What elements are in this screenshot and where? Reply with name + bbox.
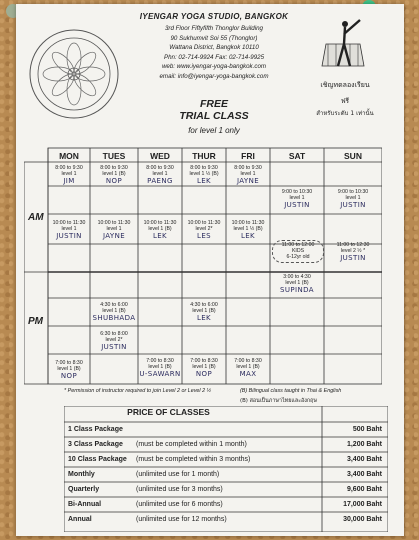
class-slot — [138, 165, 182, 185]
package-name: Quarterly — [68, 486, 100, 493]
class-age: 6-12yr old — [286, 254, 310, 261]
class-level: level 1 (B) — [148, 226, 172, 233]
class-slot — [90, 165, 138, 185]
package-name: 3 Class Package — [68, 441, 123, 448]
package-desc: (unlimited use for 6 months) — [136, 501, 223, 508]
class-level: level 1 — [289, 195, 305, 202]
day-header-tues: TUES — [102, 151, 126, 161]
class-level: level 1 (B) — [236, 364, 260, 371]
class-time: 6:30 to 8:00 — [100, 331, 128, 337]
class-slot — [226, 165, 270, 185]
package-name: Annual — [68, 516, 92, 523]
price-row — [64, 423, 388, 437]
class-level: level 1 (B) — [102, 308, 126, 315]
package-price: 3,400 Baht — [346, 471, 382, 478]
kids-class-slot — [272, 240, 324, 263]
class-teacher: SHUBHADA — [92, 314, 136, 323]
thai-free-trial: เชิญทดลองเรียน — [320, 81, 370, 89]
permission-note: * Permission of instructor required to join Level 2 or Level 2 ½ — [64, 388, 212, 394]
free-label: FREE — [199, 98, 228, 110]
day-header-sat: SAT — [288, 151, 306, 161]
class-teacher: JUSTIN — [340, 201, 366, 210]
thai-free: ฟรี — [340, 97, 350, 105]
free-trial-heading — [134, 98, 294, 122]
class-teacher: SUPINDA — [280, 286, 314, 295]
am-label: AM — [28, 212, 44, 223]
thai-level-note: สำหรับระดับ 1 เท่านั้น — [316, 110, 374, 117]
day-header-sun: SUN — [344, 151, 362, 161]
class-slot — [226, 358, 270, 378]
price-row — [64, 483, 388, 497]
class-time: 7:00 to 8:30 — [190, 358, 218, 364]
package-name: Bi-Annual — [68, 501, 102, 508]
class-teacher: LEK — [240, 232, 256, 241]
price-row — [64, 498, 388, 512]
package-desc: (must be completed within 3 months) — [136, 456, 251, 463]
class-time: 7:00 to 8:30 — [234, 358, 262, 364]
class-teacher: LES — [197, 232, 211, 241]
class-level: level 1 ½ (B) — [233, 226, 263, 233]
studio-logo — [28, 28, 120, 120]
flyer-paper — [16, 4, 404, 536]
class-time: 11:00 to 12:00 — [281, 242, 315, 248]
package-price: 500 Baht — [352, 426, 382, 433]
package-desc: (unlimited use for 3 months) — [136, 486, 223, 493]
class-slot — [90, 302, 138, 322]
class-time: 8:00 to 9:30 — [146, 165, 174, 171]
class-teacher: MAX — [239, 370, 257, 379]
package-name: 1 Class Package — [68, 426, 123, 433]
class-level: level 1 (B) — [285, 280, 309, 287]
class-slot — [182, 302, 226, 322]
bilingual-note: (B) Bilingual class taught in Thai & English — [240, 388, 342, 394]
class-teacher: LEK — [196, 177, 212, 186]
class-time: 9:00 to 10:30 — [337, 189, 369, 195]
class-level: KIDS — [291, 248, 305, 255]
class-level: level 1 (B) — [192, 364, 216, 371]
package-name: 10 Class Package — [68, 456, 127, 463]
class-slot — [324, 189, 382, 209]
class-time: 9:00 to 10:30 — [281, 189, 313, 195]
day-header-fri: FRI — [241, 151, 255, 161]
class-level: level 1 (B) — [57, 366, 81, 373]
class-time: 8:00 to 9:30 — [234, 165, 262, 171]
class-time: 11:00 to 12:30 — [336, 242, 370, 248]
price-row — [64, 453, 388, 467]
class-slot — [182, 358, 226, 378]
class-time: 4:30 to 6:00 — [190, 302, 218, 308]
email-line: email: info@iyengar-yoga-bangkok.com — [159, 72, 269, 80]
class-time: 10:00 to 11:30 — [143, 220, 177, 226]
class-teacher: JUSTIN — [340, 254, 366, 263]
class-teacher: JIM — [63, 177, 75, 186]
package-price: 1,200 Baht — [346, 441, 382, 448]
address-line: 3rd Floor Fiftyfifth Thonglor Building — [164, 25, 263, 32]
class-time: 8:00 to 9:30 — [100, 165, 128, 171]
price-row — [64, 513, 388, 527]
class-teacher: JUSTIN — [101, 343, 127, 352]
class-slot — [48, 165, 90, 185]
bilingual-note-thai: (B) สอนเป็นภาษาไทยและอังกฤษ — [240, 398, 317, 404]
class-teacher: JUSTIN — [284, 201, 310, 210]
class-level: level 1 — [240, 171, 256, 178]
class-slot — [90, 220, 138, 240]
class-time: 7:00 to 8:30 — [55, 360, 83, 366]
package-desc: (must be completed within 1 month) — [136, 441, 247, 448]
package-name: Monthly — [68, 471, 95, 478]
class-slot — [48, 220, 90, 240]
day-header-thur: THUR — [192, 151, 216, 161]
class-teacher: LEK — [152, 232, 168, 241]
class-slot — [270, 189, 324, 209]
price-row — [64, 438, 388, 452]
package-price: 9,600 Baht — [346, 486, 382, 493]
address-line: Wattana District, Bangkok 10110 — [169, 44, 259, 52]
class-time: 10:00 to 11:30 — [52, 220, 86, 226]
class-slot — [138, 358, 182, 378]
class-teacher: NOP — [105, 177, 123, 186]
class-slot — [48, 360, 90, 380]
class-time: 10:00 to 11:30 — [187, 220, 221, 226]
for-level-note: for level 1 only — [188, 126, 240, 135]
yoga-pose-illustration — [314, 14, 372, 72]
package-desc: (unlimited use for 1 month) — [136, 471, 220, 478]
class-level: level 2* — [195, 226, 213, 233]
class-level: level 1 — [152, 171, 168, 178]
class-time: 7:00 to 8:30 — [146, 358, 174, 364]
class-slot — [270, 274, 324, 294]
class-time: 10:00 to 11:30 — [231, 220, 265, 226]
class-slot — [324, 242, 382, 262]
studio-address — [134, 24, 294, 82]
class-level: level 1 (B) — [102, 171, 126, 178]
class-time: 8:00 to 9:30 — [55, 165, 83, 171]
class-time: 10:00 to 11:30 — [97, 220, 131, 226]
class-teacher: LEK — [196, 314, 212, 323]
phone-line: Phn: 02-714-9924 Fax: 02-714-9925 — [163, 53, 265, 61]
package-price: 3,400 Baht — [346, 456, 382, 463]
class-slot — [90, 331, 138, 351]
web-line: web: www.iyengar-yoga-bangkok.com — [161, 63, 267, 71]
class-slot — [226, 220, 270, 240]
pm-label: PM — [28, 316, 43, 327]
price-row — [64, 468, 388, 482]
class-level: level 2 ½ * — [340, 248, 366, 255]
price-title: PRICE OF CLASSES — [127, 407, 210, 417]
day-header-wed: WED — [150, 151, 170, 161]
package-price: 30,000 Baht — [343, 516, 382, 523]
class-level: level 2* — [105, 337, 123, 344]
package-price: 17,000 Baht — [343, 501, 382, 508]
class-level: level 1 — [61, 226, 77, 233]
class-time: 8:00 to 9:30 — [190, 165, 218, 171]
package-desc: (unlimited use for 12 months) — [136, 516, 227, 523]
class-teacher: JAYNE — [236, 177, 260, 186]
class-teacher: PAENG — [147, 177, 173, 186]
class-slot — [138, 220, 182, 240]
class-level: level 1 — [61, 171, 77, 178]
class-teacher: JUSTIN — [56, 232, 82, 241]
class-time: 4:30 to 6:00 — [100, 302, 128, 308]
class-level: level 1 (B) — [192, 308, 216, 315]
address-line: 90 Sukhumvit Soi 55 (Thonglor) — [170, 34, 258, 42]
class-time: 3:00 to 4:30 — [283, 274, 311, 280]
class-level: level 1 ½ (B) — [189, 171, 219, 178]
class-teacher: NOP — [195, 370, 213, 379]
class-teacher: NOP — [60, 372, 78, 381]
class-level: level 1 (B) — [148, 364, 172, 371]
class-slot — [182, 165, 226, 185]
class-level: level 1 — [345, 195, 361, 202]
class-teacher: U-SAWARN — [139, 370, 181, 379]
day-header-mon: MON — [59, 151, 79, 161]
trial-label: TRIAL CLASS — [179, 110, 249, 122]
studio-name: IYENGAR YOGA STUDIO, BANGKOK — [139, 12, 289, 21]
class-teacher: JAYNE — [102, 232, 126, 241]
class-level: level 1 — [106, 226, 122, 233]
class-slot — [182, 220, 226, 240]
